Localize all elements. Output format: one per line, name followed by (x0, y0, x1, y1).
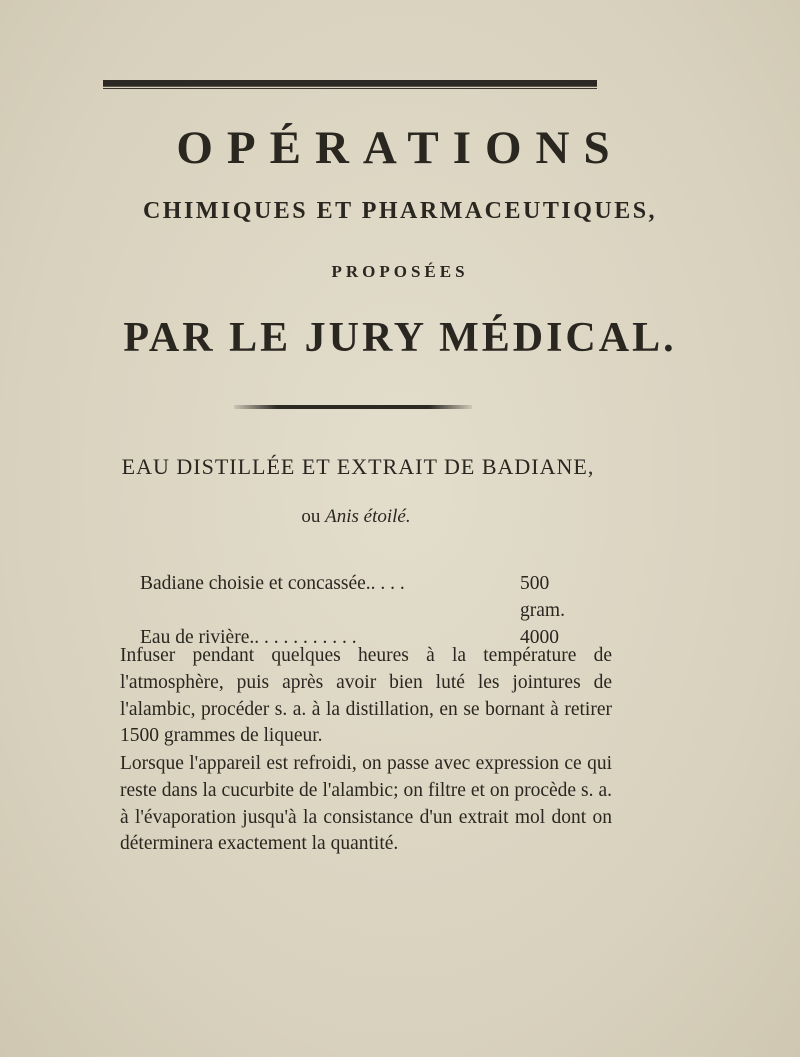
jury-heading: PAR LE JURY MÉDICAL. (123, 315, 677, 361)
section-subtitle-prefix: ou (301, 506, 326, 527)
section-subtitle (0, 504, 712, 530)
top-rule (103, 80, 597, 87)
proposees-label: PROPOSÉES (331, 262, 469, 281)
page-title: OPÉRATIONS (176, 122, 624, 174)
section-title: EAU DISTILLÉE ET EXTRAIT DE BADIANE, (121, 454, 595, 479)
paragraph-infusion: Infuser pendant quelques heures à la température de l'atmosphère, puis après avoir bien luté les jointures de l'alambic, procéder s. a. à la distillation, en se bornant à retirer 1500 grammes de liqueur. (120, 645, 612, 747)
paragraph-extraction: Lorsque l'appareil est refroidi, on passe avec expression ce qui reste dans la cucurbite de l'alambic; on filtre et on procède s. a. à l'évaporation jusqu'à la consistance d'un extrait mol dont on déterminera exactement la quantité. (120, 753, 612, 855)
middle-rule (234, 405, 472, 409)
ingredient-list (140, 570, 590, 651)
ingredient-row (140, 570, 590, 624)
ingredient-name: Eau de rivière.. . . . . . . . . . . (140, 627, 357, 648)
section-subtitle-italic: Anis étoilé. (325, 506, 411, 527)
ingredient-name: Badiane choisie et concassée.. . . . (140, 573, 405, 594)
ingredient-qty: 500 gram. (520, 573, 565, 621)
ingredient-qty: 4000 (520, 627, 559, 648)
page-subtitle: CHIMIQUES ET PHARMACEUTIQUES, (142, 198, 658, 224)
